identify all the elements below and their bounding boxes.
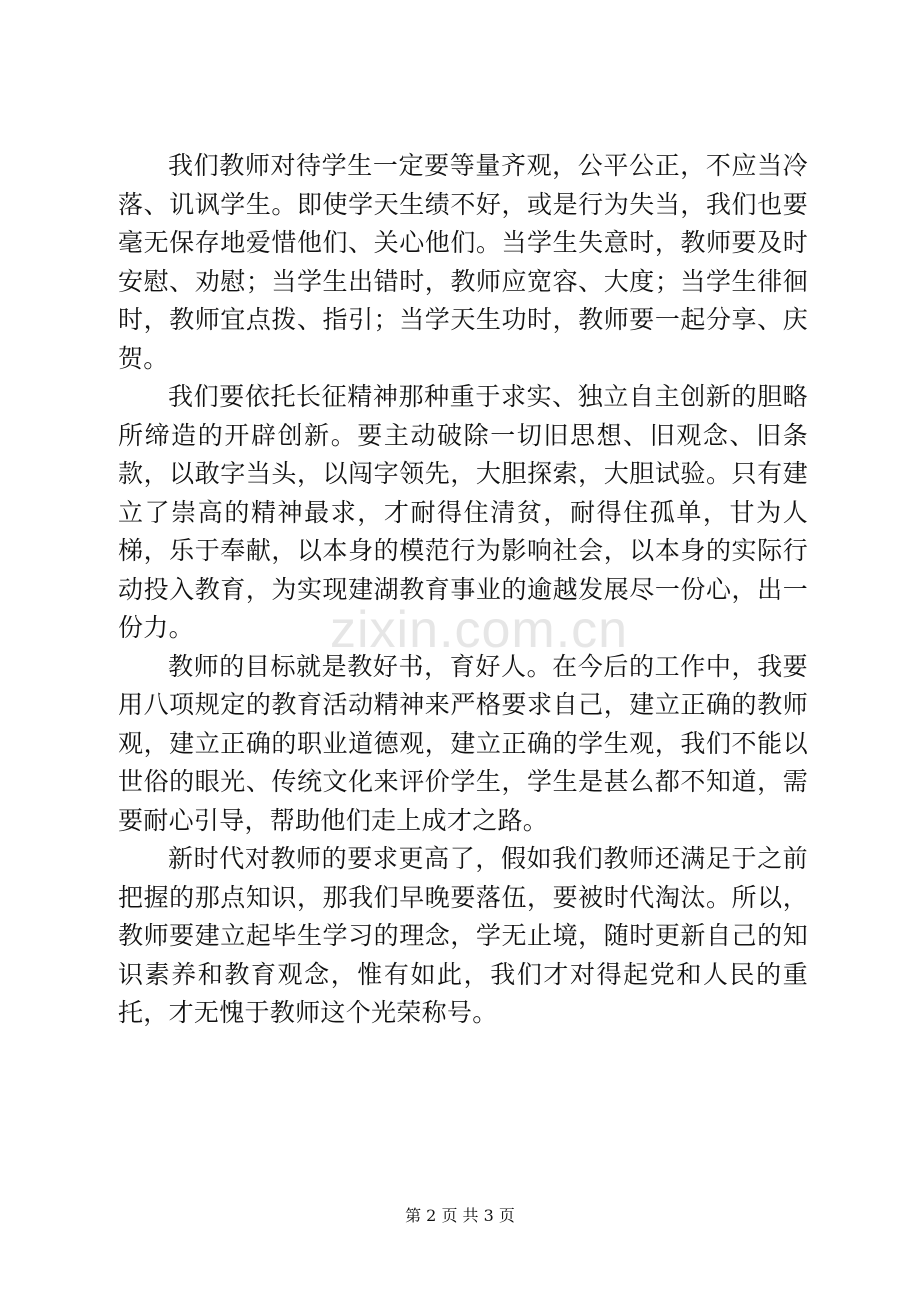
document-body [118, 147, 808, 1033]
watermark: zixin.com.cn [330, 601, 629, 659]
paragraph-4: 新时代对教师的要求更高了，假如我们教师还满足于之前把握的那点知识，那我们早晚要落伍，要被时代淘汰。所以，教师要建立起毕生学习的理念，学无止境，随时更新自己的知识素养和教育观念，惟有如此，我们才对得起党和人民的重托，才无愧于教师这个光荣称号。 [118, 844, 808, 1027]
paragraph-3: 教师的目标就是教好书，育好人。在今后的工作中，我要用八项规定的教育活动精神来严格要求自己，建立正确的教师观，建立正确的职业道德观，建立正确的学生观，我们不能以世俗的眼光、传统文化来评价学生，学生是甚么都不知道，需要耐心引导，帮助他们走上成才之路。 [118, 651, 808, 835]
paragraph-1: 我们教师对待学生一定要等量齐观，公平公正，不应当冷落、讥讽学生。即使学天生绩不好，或是行为失当，我们也要毫无保存地爱惜他们、关心他们。当学生失意时，教师要及时安慰、劝慰；当学生出错时，教师应宽容、大度；当学生徘徊时，教师宜点拨、指引；当学天生功时，教师要一起分享、庆贺。 [118, 151, 808, 373]
page-footer: 第 2 页 共 3 页 [405, 1206, 515, 1225]
paragraph-2: 我们要依托长征精神那种重于求实、独立自主创新的胆略所缔造的开辟创新。要主动破除一切旧思想、旧观念、旧条款，以敢字当头，以闯字领先，大胆探索，大胆试验。只有建立了崇高的精神最求，才耐得住清贫，耐得住孤单，甘为人梯，乐于奉献，以本身的模范行为影响社会，以本身的实际行动投入教育，为实现建湖教育事业的逾越发展尽一份心，出一份力。 [118, 382, 808, 642]
